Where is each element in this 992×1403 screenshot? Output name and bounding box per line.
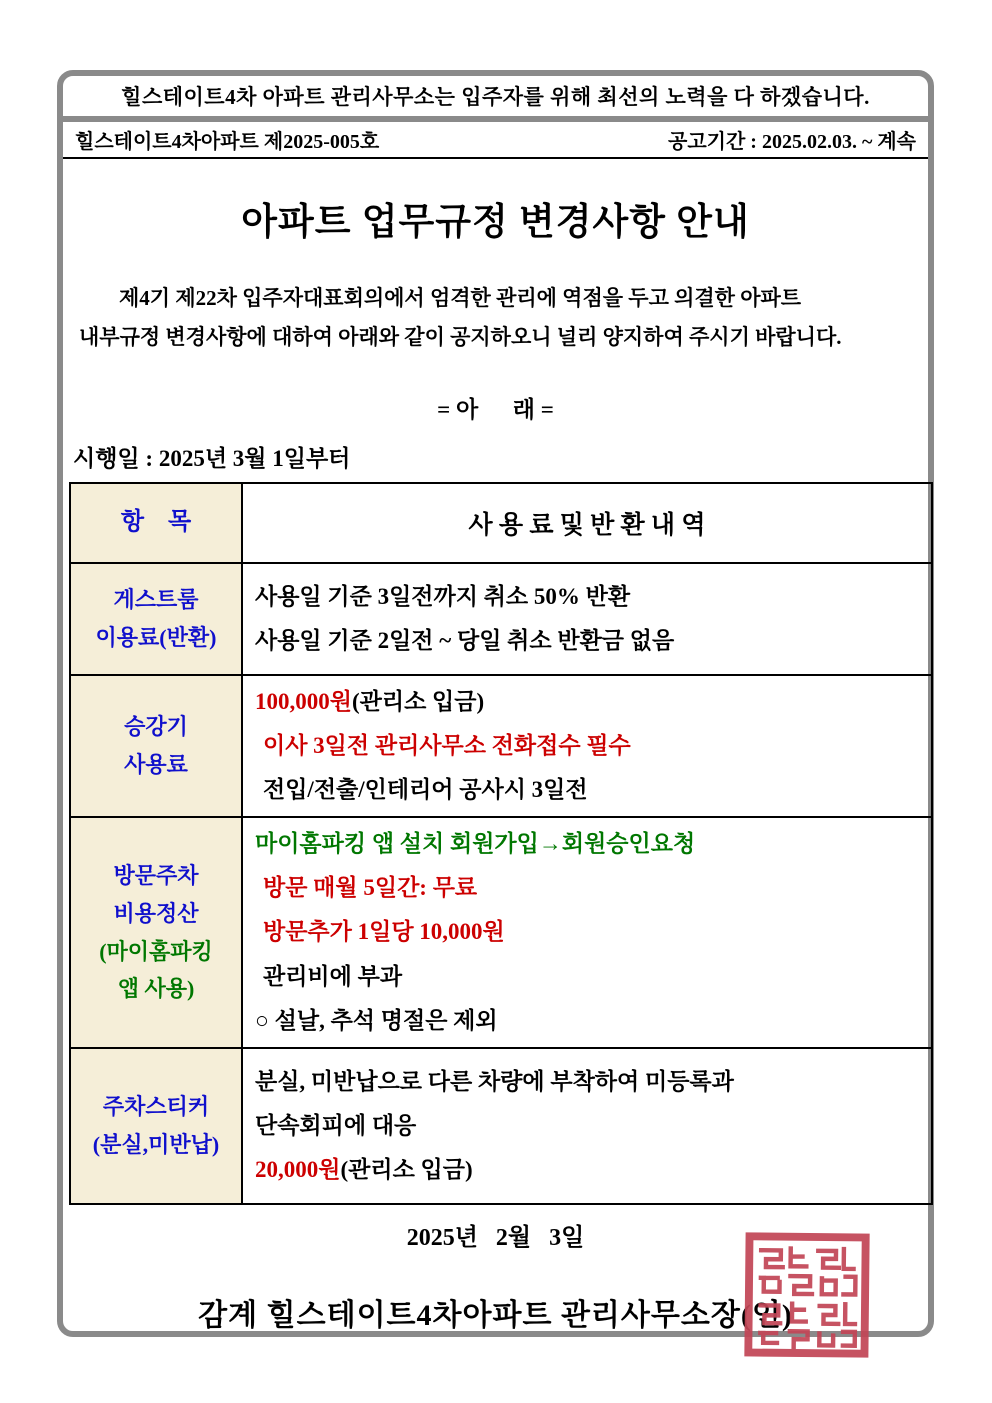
desc-line xyxy=(255,768,923,812)
item-label: 승강기 xyxy=(124,714,188,740)
desc-cell xyxy=(242,817,932,1048)
item-label: 게스트룸 xyxy=(113,586,199,612)
desc-text: (관리소 입금) xyxy=(351,688,485,714)
desc-text: 사용일 기준 2일전 ~ 당일 취소 반환금 없음 xyxy=(255,627,675,653)
document-frame xyxy=(57,70,934,1337)
desc-text: 단속회피에 대응 xyxy=(255,1112,417,1138)
signature-row xyxy=(65,1290,926,1334)
notice-period: 공고기간 : 2025.02.03. ~ 계속 xyxy=(668,131,916,153)
intro-line-2: 내부규정 변경사항에 대하여 아래와 같이 공지하오니 널리 양지하여 주시기 바랍니다. xyxy=(79,324,842,349)
banner-slogan: 힐스테이트4차 아파트 관리사무소는 입주자를 위해 최선의 노력을 다 하겠습니다. xyxy=(121,85,870,109)
desc-text: 분실, 미반납으로 다른 차량에 부착하여 미등록과 xyxy=(255,1068,734,1094)
desc-cell xyxy=(242,675,932,817)
desc-text: 100,000원 xyxy=(255,688,352,714)
desc-text: 이사 3일전 관리사무소 전화접수 필수 xyxy=(263,732,631,758)
desc-line xyxy=(255,1148,923,1192)
item-cell xyxy=(70,1048,242,1204)
desc-text: ○ 설날, 추석 명절은 제외 xyxy=(255,1007,498,1033)
desc-line xyxy=(255,680,923,724)
column-header-usage: 사 용 료 및 반 환 내 역 xyxy=(242,483,932,563)
desc-text: 20,000원 xyxy=(255,1157,341,1183)
desc-text: (관리소 입금) xyxy=(340,1157,473,1183)
effective-date: 시행일 : 2025년 3월 1일부터 xyxy=(73,445,351,471)
table-header-row xyxy=(70,483,932,563)
intro-paragraph xyxy=(79,279,912,357)
desc-cell xyxy=(242,563,932,675)
desc-text: 방문 매월 5일간: 무료 xyxy=(263,875,478,901)
desc-line xyxy=(255,1060,923,1104)
column-header-item: 항 목 xyxy=(70,483,242,563)
desc-line xyxy=(255,866,923,910)
table-row-visitor-parking xyxy=(70,817,932,1048)
item-cell xyxy=(70,817,242,1048)
document-body xyxy=(63,191,928,1334)
table-row-guestroom xyxy=(70,563,932,675)
desc-line xyxy=(255,910,923,954)
doc-info-bar xyxy=(63,122,928,159)
desc-line xyxy=(255,1104,923,1148)
desc-line xyxy=(255,999,923,1043)
desc-line xyxy=(255,724,923,768)
desc-line xyxy=(255,619,923,663)
desc-text: 방문추가 1일당 10,000원 xyxy=(263,919,505,945)
page-title: 아파트 업무규정 변경사항 안내 xyxy=(241,202,750,243)
item-label: (마이홈파킹 xyxy=(99,938,213,964)
desc-line xyxy=(255,955,923,999)
desc-line xyxy=(255,575,923,619)
item-label: 주차스티커 xyxy=(102,1094,210,1120)
fee-table xyxy=(69,482,933,1205)
item-cell xyxy=(70,563,242,675)
doc-number: 힐스테이트4차아파트 제2025-005호 xyxy=(75,131,380,153)
item-label: 이용료(반환) xyxy=(95,624,217,650)
table-row-parking-sticker xyxy=(70,1048,932,1204)
desc-text: 마이홈파킹 앱 설치 회원가입→회원승인요청 xyxy=(255,831,696,857)
seal-suffix: (인) xyxy=(740,1298,793,1332)
issue-date: 2025년 2월 3일 xyxy=(406,1224,585,1251)
desc-cell xyxy=(242,1048,932,1204)
desc-line xyxy=(255,822,923,866)
item-label: 사용료 xyxy=(124,751,188,777)
intro-line-1: 제4기 제22차 입주자대표회의에서 엄격한 관리에 역점을 두고 의결한 아파트 xyxy=(119,286,802,310)
item-cell xyxy=(70,675,242,817)
item-label: 앱 사용) xyxy=(117,976,195,1002)
item-label: (분실,미반납) xyxy=(92,1131,220,1157)
banner xyxy=(63,76,928,122)
below-marker: = 아 래 = xyxy=(437,396,554,422)
item-label: 비용정산 xyxy=(113,900,199,926)
desc-text: 사용일 기준 3일전까지 취소 50% 반환 xyxy=(255,583,631,609)
item-label: 방문주차 xyxy=(113,862,199,888)
desc-text: 전입/전출/인테리어 공사시 3일전 xyxy=(263,777,588,802)
signature-text: 감계 힐스테이트4차아파트 관리사무소장 xyxy=(198,1298,741,1332)
table-row-elevator xyxy=(70,675,932,817)
desc-text: 관리비에 부과 xyxy=(263,963,403,989)
